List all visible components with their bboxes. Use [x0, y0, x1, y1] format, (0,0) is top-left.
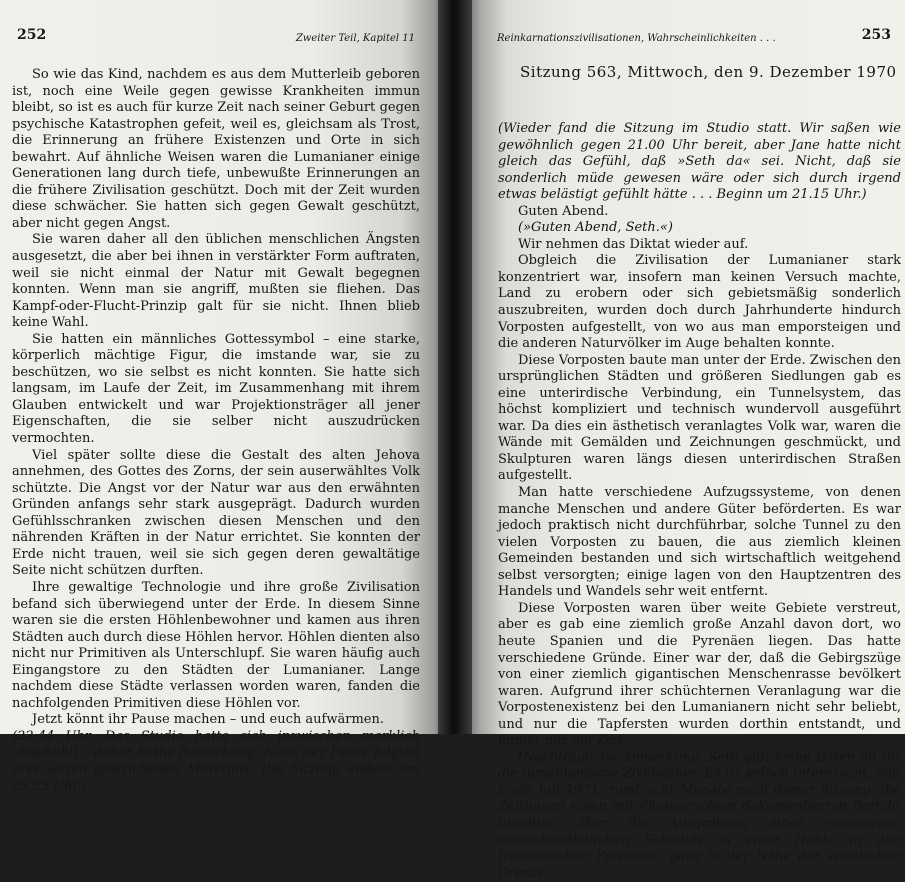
- paragraph: Sie hatten ein männliches Gottessymbol – eine starke, körperlich mächtige Figur, die imstande war, sie zu beschützen, wo sie selbst es nicht konnten. Sie hatte sich langsam, im Laufe der Zeit, im Zusammenhang mit ihrem Glauben entwickelt und war Projektionsträger all jener Eigenschaften, die sie selber nicht auszudrücken vermochten.: [12, 331, 420, 447]
- paragraph: (»Guten Abend, Seth.«): [518, 220, 673, 236]
- paragraph: Wir nehmen das Diktat wieder auf.: [518, 236, 749, 252]
- book-gutter: [438, 0, 472, 734]
- session-note: (Nachträgliche Anmerkung: Seth gibt keine Daten an für die lumanianische Zivilisation. Es ist jedoch interessant, daß Ende Juli 1971, rund acht Monate nach dieser Sitzung, die Zeitungen einen mit Photographien dokumentierten Bericht brachten über die Ausgrabung eines »massiven« menschenähnlichen Schädels in einer Höhle in den französischen Pyrenäen, ganz in der Nähe der spanischen Grenze.: [498, 749, 901, 881]
- paragraph: Man hatte verschiedene Aufzugssysteme, von denen manche Menschen und andere Güter beförderten. Es war jedoch praktisch nicht durchführbar, solche Tunnel zu den vielen Vorposten zu bauen, die aus ziemlich kleinen Gemeinden bestanden und sich wirtschaftlich weitgehend selbst versorgten; einige lagen von den Hauptzentren des Handels und Wandels sehr weit entfernt.: [498, 485, 901, 600]
- paragraph: Obgleich die Zivilisation der Lumanianer stark konzentriert war, insofern man keinen Versuch machte, Land zu erobern oder sich gebietsmäßig sonderlich auszubreiten, wurden doch durch Jahrhunderte hindurch Vorposten aufgestellt, von wo aus man emporsteigen und die anderen Naturvölker im Auge behalten konnte.: [498, 253, 901, 352]
- session-note: (Wieder fand die Sitzung im Studio statt. Wir saßen wie gewöhnlich gegen 21.00 Uhr bereit, aber Jane hatte nicht gleich das Gefühl, daß »Seth da« sei. Nicht, daß sie sonderlich müde gewesen wäre oder sich durch irgend etwas belästigt gefühlt hätte . . . Beginn um 21.15 Uhr.): [498, 121, 901, 203]
- paragraph: So wie das Kind, nachdem es aus dem Mutterleib geboren ist, noch eine Weile gegen gewisse Krankheiten immun bleibt, so ist es auch für kurze Zeit nach seiner Geburt gegen psychische Katastrophen gefeit, weil es, gleichsam als Trost, die Erinnerung an frühere Existenzen und Orte in sich bewahrt. Auf ähnliche Weisen waren die Lumanianer einige Generationen lang durch tiefe, unbewußte Erinnerungen an die frühere Zivilisation geschützt. Doch mit der Zeit wurden diese schwächer. Sie hatten sich gegen Gewalt geschützt, aber nicht gegen Angst.: [12, 67, 420, 231]
- session-note: (22.44 Uhr. Das Studio hatte sich inzwischen merklich abgekühlt – daher Seths Bemerkung. Nach der Pause folgten drei Seiten gestrichenen Materials. Die Sitzung endete um 23.25 Uhr.): [12, 728, 420, 794]
- right-page: [462, 0, 905, 881]
- page-number: 252: [17, 27, 47, 43]
- session-heading: Sitzung 563, Mittwoch, den 9. Dezember 1970: [520, 63, 897, 81]
- running-head: Zweiter Teil, Kapitel 11: [295, 33, 415, 44]
- body-text: [498, 121, 901, 882]
- paragraph: Diese Vorposten waren über weite Gebiete verstreut, aber es gab eine ziemlich große Anzahl davon dort, wo heute Spanien und die Pyrenäen liegen. Das hatte verschiedene Gründe. Einer war der, daß die Gebirgszüge von einer ziemlich gigantischen Menschenrasse bevölkert waren. Aufgrund ihrer schüchternen Veranlagung war die Vorpostenexistenz bei den Lumanianern nicht sehr beliebt, und nur die Tapfersten wurden dorthin entstandt, und immer nur auf Zeit.: [498, 600, 901, 749]
- paragraph: Diese Vorposten baute man unter der Erde. Zwischen den ursprünglichen Städten und größeren Siedlungen gab es eine unterirdische Verbindung, ein Tunnelsystem, das höchst kompliziert und technisch wundervoll ausgeführt war. Da dies ein ästhetisch veranlagtes Volk war, waren die Wände mit Gemälden und Zeichnungen geschmückt, und Skulpturen waren längs diesen unterirdischen Straßen aufgestellt.: [498, 352, 901, 484]
- paragraph: Jetzt könnt ihr Pause machen – und euch aufwärmen.: [32, 712, 384, 728]
- left-page: [0, 0, 447, 794]
- running-head: Reinkarnationszivilisationen, Wahrscheinlichkeiten . . .: [497, 33, 776, 44]
- paragraph: Sie waren daher all den üblichen menschlichen Ängsten ausgesetzt, die aber bei ihnen in verstärkter Form auftraten, weil sie nicht einmal der Natur mit Gewalt begegnen konnten. Wenn man sie angriff, mußten sie fliehen. Das Kampf-oder-Flucht-Prinzip galt für sie nicht. Ihnen blieb keine Wahl.: [12, 232, 420, 331]
- paragraph: Guten Abend.: [518, 203, 609, 219]
- body-text: [12, 67, 420, 795]
- paragraph: Ihre gewaltige Technologie und ihre große Zivilisation befand sich überwiegend unter der Erde. In diesem Sinne waren sie die ersten Höhlenbewohner und kamen aus ihren Städten auch durch diese Höhlen hervor. Höhlen dienten also nicht nur Primitiven als Unterschlupf. Sie waren häufig auch Eingangstore zu den Städten der Lumanianer. Lange nachdem diese Städte verlassen worden waren, fanden die nachfolgenden Primitiven diese Höhlen vor.: [12, 579, 420, 711]
- paragraph: Viel später sollte diese die Gestalt des alten Jehova annehmen, des Gottes des Zorns, der sein auserwähltes Volk schützte. Die Angst vor der Natur war aus den erwähnten Gründen anfangs sehr stark ausgeprägt. Dadurch wurden Gefühlsschranken zwischen diesen Menschen und den nährenden Kräften in der Natur errichtet. Sie konnten der Erde nicht trauen, weil sie sich gegen deren gewaltätige Seite nicht schützen durften.: [12, 447, 420, 579]
- page-number: 253: [861, 27, 891, 43]
